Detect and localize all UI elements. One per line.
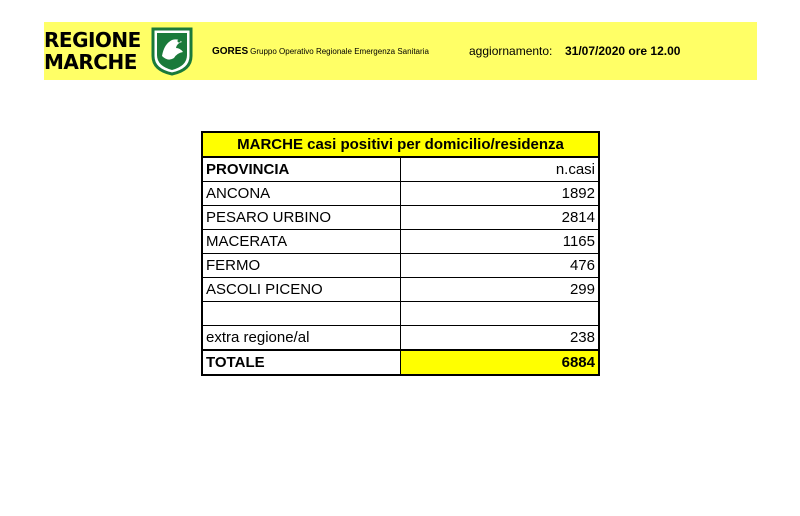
row-province: ASCOLI PICENO	[202, 278, 401, 302]
update-value: 31/07/2020 ore 12.00	[565, 44, 681, 58]
header-banner	[44, 22, 757, 80]
table-row	[202, 182, 599, 206]
table-row	[202, 230, 599, 254]
gores-description: Gruppo Operativo Regionale Emergenza Sanitaria	[250, 47, 429, 56]
region-shield-icon	[150, 26, 194, 76]
table-row-empty	[202, 302, 599, 326]
header-province: PROVINCIA	[202, 157, 401, 182]
row-cases: 1165	[401, 230, 600, 254]
row-province: extra regione/al	[202, 326, 401, 351]
table-row	[202, 206, 599, 230]
table-title: MARCHE casi positivi per domicilio/residenza	[202, 132, 599, 157]
row-province: MACERATA	[202, 230, 401, 254]
row-province: FERMO	[202, 254, 401, 278]
gores-label	[212, 46, 429, 57]
table-row	[202, 254, 599, 278]
row-cases: 299	[401, 278, 600, 302]
row-province: ANCONA	[202, 182, 401, 206]
row-cases: 1892	[401, 182, 600, 206]
total-value: 6884	[401, 350, 600, 375]
table-title-row	[202, 132, 599, 157]
cases-table	[201, 131, 600, 376]
row-cases: 476	[401, 254, 600, 278]
table-header-row	[202, 157, 599, 182]
row-cases	[401, 302, 600, 326]
region-logo-text	[44, 29, 156, 73]
total-label: TOTALE	[202, 350, 401, 375]
logo-line-1: REGIONE	[44, 28, 141, 52]
table-total-row	[202, 350, 599, 375]
table-row	[202, 326, 599, 351]
gores-acronym: GORES	[212, 46, 249, 57]
header-cases: n.casi	[401, 157, 600, 182]
table-row	[202, 278, 599, 302]
row-cases: 2814	[401, 206, 600, 230]
row-cases: 238	[401, 326, 600, 351]
logo-line-2: MARCHE	[44, 50, 137, 74]
update-label: aggiornamento:	[469, 44, 553, 58]
row-province	[202, 302, 401, 326]
row-province: PESARO URBINO	[202, 206, 401, 230]
